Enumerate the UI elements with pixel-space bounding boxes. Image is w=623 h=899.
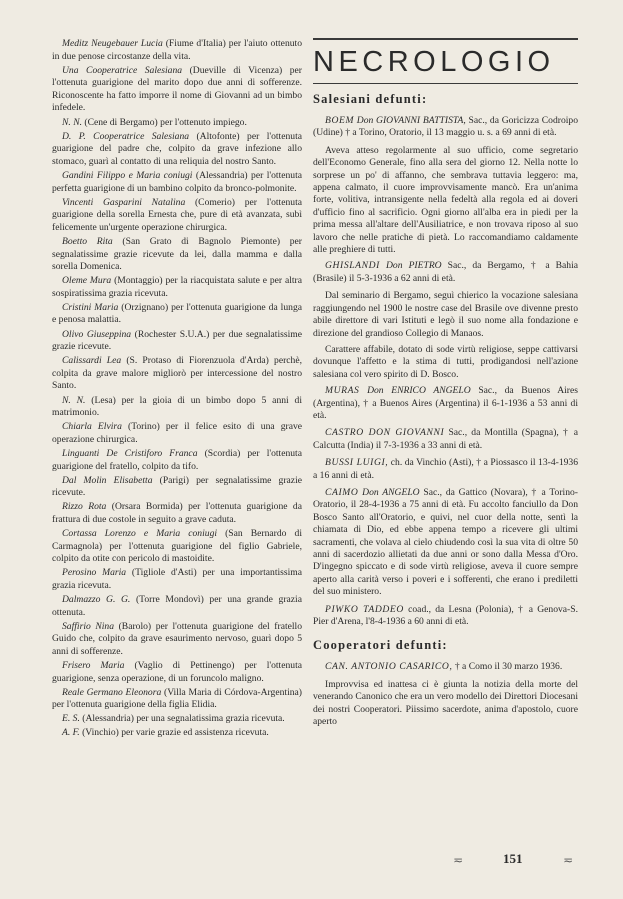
page-number: 151: [503, 851, 523, 866]
entry-text: (Vaglio di Pettinengo) per l'ottenuta guarigione, senza operazione, di un foruncolo maligno.: [52, 659, 302, 684]
obituary-entry: [313, 661, 578, 673]
obit-name: Don ENRICO ANGELO: [359, 385, 471, 397]
obit-paragraph: Carattere affabile, dotato di sode virtù religiose, seppe cattivarsi dovunque l'affetto e la stima di tutti, prodigandosi nell'azione salesiana col vero spirito di D. Bosco.: [313, 343, 578, 380]
entry-text: (Comerio) per l'ottenuta guarigione della sorella Ernesta che, pure di età avanzata, subì felicemente un'urgente operazione chirurgica.: [52, 196, 302, 233]
entry-name: N. N.: [62, 394, 86, 406]
entry-name: Cortassa Lorenzo e Maria coniugi: [62, 527, 218, 539]
grazie-entry: [52, 275, 302, 300]
entry-name: Chiarla Elvira: [62, 421, 122, 433]
entry-name: Una Cooperatrice Salesiana: [62, 64, 183, 76]
entry-text: (Parigi) per segnalatissime grazie ricevute.: [52, 474, 302, 499]
entry-text: (Scordia) per l'ottenuta guarigione del fratello, colpito da tifo.: [52, 447, 302, 472]
entry-name: Saffirio Nina: [62, 620, 115, 632]
grazie-entry: [52, 660, 302, 685]
grazie-entry: [52, 395, 302, 420]
obituary-entry: [313, 385, 578, 422]
entry-text: (Montaggio) per la riacquistata salute e per altra sospiratissima grazia ricevuta.: [52, 275, 302, 299]
obituary-entry: [313, 115, 578, 140]
entry-text: (Alessandria) per l'ottenuta perfetta guarigione di un bambino colpito da bronco-polmonite.: [52, 169, 303, 194]
grazie-entry: [52, 475, 302, 500]
obit-surname: BOEM: [325, 115, 355, 126]
obit-surname: CASTRO DON GIOVANNI: [325, 427, 445, 439]
entry-text: (Torre Mondovì) per una grande grazia ottenuta.: [52, 593, 302, 618]
grazie-entry: [52, 38, 302, 63]
entry-name: N. N.: [62, 116, 82, 128]
entry-text: (San Bernardo di Carmagnola) per l'ottenuta guarigione del figlio Gabriele, colpito da otite con pericolo di mastoidite.: [52, 527, 302, 565]
entry-text: (Torino) per il felice esito di una grave operazione chirurgica.: [52, 421, 303, 445]
obituary-entry: [313, 604, 578, 629]
grazie-entry: [52, 567, 302, 592]
entry-name: D. P. Cooperatrice Salesiana: [62, 130, 190, 142]
grazie-entry: [52, 621, 302, 659]
entry-text: (San Grato di Bagnolo Piemonte) per segnalatissime grazie ricevute da lei, dalla mamma e dalla sorella Domenica.: [52, 235, 302, 273]
entry-text: (S. Protaso di Fiorenzuola d'Arda) perchè, colpita da grave malore migliorò per intercessione del nostro Santo.: [52, 355, 303, 392]
obituary-entry: [313, 487, 578, 599]
entry-text: (Tigliole d'Asti) per una importantissima grazia ricevuta.: [52, 567, 303, 591]
cooperatori-list: [313, 661, 578, 728]
obit-details: ch. da Vinchio (Asti), † a Piossasco il 13-4-1936 a 16 anni di età.: [313, 457, 579, 481]
grazie-entry: [52, 594, 302, 619]
footer-mark-right: ≂: [563, 853, 574, 867]
entry-name: Gandini Filippo e Maria coniugi: [62, 169, 193, 181]
entry-text: (Vinchio) per varie grazie ed assistenza ricevuta.: [79, 727, 269, 739]
obit-paragraph: Dal seminario di Bergamo, seguì chierico la vocazione salesiana raggiungendo nel 1900 le nostre case del Brasile ove divenne presto abile direttore di vari Istituti e legò il suo nome alla fondazione e direzione del grandioso Collegio di Manaos.: [313, 290, 578, 339]
header-rule-bottom: [313, 83, 578, 84]
header-rule: [313, 38, 578, 40]
entry-name: Meditz Neugebauer Lucia: [62, 38, 163, 49]
obit-surname: CAN. ANTONIO CASARICO,: [325, 661, 453, 673]
section-title: NECROLOGIO: [313, 46, 555, 78]
entry-text: (Fiume d'Italia) per l'aiuto ottenuto in due penose circostanze della vita.: [52, 38, 302, 62]
grazie-entry: [52, 501, 302, 526]
salesiani-heading: Salesiani defunti:: [313, 92, 428, 106]
entry-name: Frisero Maria: [62, 659, 125, 671]
entry-text: (Dueville di Vicenza) per l'ottenuta guarigione del marito dopo due anni di sofferenze. Riconoscente ha fatto imporre il nome di Giovanni ad un bimbo infedele.: [52, 64, 302, 114]
obit-surname: CAIMO: [325, 486, 359, 498]
obituary-entry: [313, 427, 578, 452]
obituary-entry: [313, 260, 578, 285]
obit-surname: BUSSI LUIGI,: [325, 457, 389, 469]
entry-text: (Altofonte) per l'ottenuta guarigione del padre che, colpito da grave infezione allo stomaco, guarì al contatto di una reliquia del nostro Santo.: [52, 130, 303, 167]
obit-name: Don GIOVANNI BATTISTA,: [354, 115, 466, 126]
obit-surname: PIWKO TADDEO: [325, 603, 404, 615]
entry-name: Calissardi Lea: [62, 355, 122, 367]
cooperatori-heading: Cooperatori defunti:: [313, 638, 448, 653]
grazie-entry: [52, 329, 302, 354]
grazie-entry: [52, 528, 302, 566]
obit-details: † a Como il 30 marzo 1936.: [452, 661, 563, 673]
obit-details: Sac., da Buenos Aires (Argentina), † a Buenos Aires (Argentina) il 6-1-1936 a 53 anni di età.: [313, 385, 578, 421]
obit-details: Sac., da Montilla (Spagna), † a Calcutta (India) il 7-3-1936 a 33 anni di età.: [313, 427, 578, 451]
entry-text: (Alessandria) per una segnalatissima grazia ricevuta.: [79, 713, 285, 725]
grazie-entry: [52, 727, 302, 740]
entry-name: Dalmazzo G. G.: [62, 593, 131, 605]
obit-details: Sac., da Gattico (Novara), † a Torino-Oratorio, il 28-4-1936 a 75 anni di età. Fu accolto fanciullo da Don Bosco Santo all'Oratorio, e quivi, nel cuor della notte, sentì la chiamata di Dio, ed ebbe appena tempo a ricevere gli ultimi sacramenti, che volava al cielo chiudendo così la sua vita di oltre 50 anni di sacerdozio allietati da due anni or sono dalla Messa d'Oro. D'ingegno spiccato e di sode virtù religiose, aveva il cuore sempre aperto alla carità verso i poveri e i sofferenti, che erano i prediletti del suo ministero.: [313, 486, 578, 598]
obit-details: Sac., da Bergamo, † a Bahia (Brasile) il 5-3-1936 a 62 anni di età.: [313, 260, 578, 284]
grazie-entry: [52, 170, 302, 195]
grazie-entry: [52, 713, 302, 726]
entry-name: Vincenti Gasparini Natalina: [62, 196, 186, 208]
grazie-entry: [52, 687, 302, 712]
obituary-entry: [313, 457, 578, 482]
entry-text: (Lesa) per la gioia di un bimbo dopo 5 anni di matrimonio.: [52, 394, 302, 419]
entry-name: Perosino Maria: [62, 567, 127, 579]
obit-surname: GHISLANDI: [325, 260, 380, 272]
entry-name: A. F.: [62, 727, 80, 739]
grazie-entry: [52, 65, 302, 115]
grazie-entry: [52, 448, 302, 473]
grazie-entry: [52, 197, 302, 235]
footer-mark-left: ≂: [453, 853, 464, 867]
obit-surname: MURAS: [325, 385, 360, 397]
entry-name: Dal Molin Elisabetta: [62, 474, 153, 486]
entry-text: (Cene di Bergamo) per l'ottenuto impiego.: [82, 116, 247, 128]
entry-name: E. S.: [62, 713, 80, 725]
entry-name: Linguanti De Cristiforo Franca: [62, 447, 198, 459]
entry-name: Cristini Maria: [62, 301, 119, 313]
entry-name: Rizzo Rota: [62, 501, 107, 513]
grazie-entry: [52, 131, 302, 169]
entry-name: Boetto Rita: [62, 235, 113, 247]
salesiani-list: [313, 115, 578, 628]
entry-text: (Barolo) per l'ottenuta guarigione del fratello Guido che, colpito da grave esaurimento nervoso, guarì dopo 5 anni di sofferenze.: [52, 620, 303, 657]
grazie-entry: [52, 117, 302, 130]
entry-text: (Orzignano) per l'ottenuta guarigione da lunga e penosa malattia.: [52, 301, 302, 326]
obit-details: Sac., da Goricizza Codroipo (Udine) † a Torino, Oratorio, il 13 maggio u. s. a 69 anni di età.: [313, 115, 578, 139]
grazie-entry: [52, 236, 302, 274]
entry-text: (Rochester S.U.A.) per due segnalatissime grazie ricevute.: [52, 328, 302, 353]
grazie-entry: [52, 355, 302, 393]
grazie-entry: [52, 421, 302, 446]
obit-details: coad., da Lesna (Polonia), † a Genova-S. Pier d'Arena, l'8-4-1936 a 60 anni di età.: [313, 603, 578, 628]
entry-text: (Villa Maria di Córdova-Argentina) per l'ottenuta guarigione della figlia Elidia.: [52, 686, 302, 711]
entry-name: Olivo Giuseppina: [62, 328, 132, 340]
entry-name: Oleme Mura: [62, 275, 112, 287]
entry-text: (Orsara Bormida) per l'ottenuta guarigione da frattura di due costole in seguito a grave caduta.: [52, 501, 302, 525]
grazie-column: [52, 38, 302, 741]
obit-paragraph: Aveva atteso regolarmente al suo ufficio, come segretario dell'Economo Generale, fino alla sera del giorno 12. Nella notte lo sorprese un po' di affanno, che sembrava tuttavia leggero: ma, appena calmato, il cuore improvvisamente mancò. Era un'anima forte, volitiva, intransigente nella fedeltà alla regola ed ai doveri d'ufficio fino al sacrificio. Ogni giorno all'alba era in piedi per la prima messa all'altare dell'Ausiliatrice, e non trovava riposo al suo lavoro che nelle pratiche di pietà. Lo raccomandiamo caldamente alle preghiere di tutti.: [313, 144, 578, 256]
entry-name: Reale Germano Eleonora: [62, 686, 162, 698]
obit-name: Don ANGELO: [358, 486, 420, 498]
necrologio-column: [313, 38, 578, 732]
grazie-entry: [52, 302, 302, 327]
obit-name: Don PIETRO: [379, 260, 442, 272]
obit-paragraph: Improvvisa ed inattesa ci è giunta la notizia della morte del venerando Canonico che era un vero modello dei Direttori Diocesani dei nostri Cooperatori. Piissimo sacerdote, anima d'apostolo, cuore aperto: [313, 678, 578, 728]
